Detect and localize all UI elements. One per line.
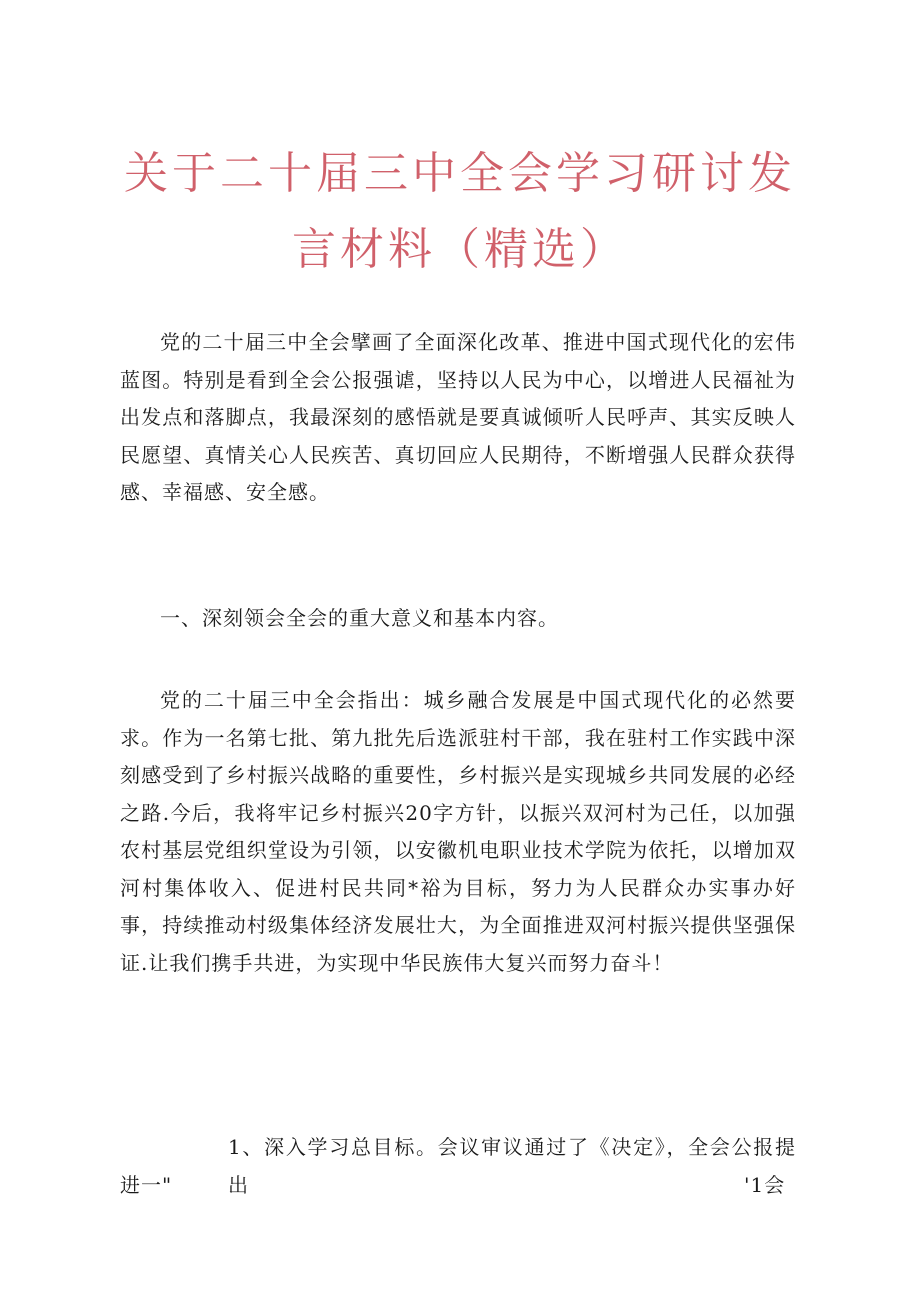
document-title-line-1: 关于二十届三中全会学习研讨发 xyxy=(124,148,796,199)
intro-paragraph: 党的二十届三中全会擘画了全面深化改革、推进中国式现代化的宏伟蓝图。特别是看到全会公报强谑，坚持以人民为中心，以增进人民福祉为出发点和落脚点，我最深刻的感悟就是要真诚倾听人民呼声、其实反映人民愿望、真情关心人民疾苦、真切回应人民期待，不断增强人民群众获得感、幸福感、安全感。 xyxy=(120,330,796,504)
document-title-line-2: 言材料（精选） xyxy=(292,224,628,275)
section-heading-1: 一、深刻领会全会的重大意义和基本内容。 xyxy=(160,606,559,630)
trailing-text-left: 进一" xyxy=(120,1173,173,1197)
list-item-1: 1、深入学习总目标。会议审议通过了《决定》，全会公报提出 xyxy=(228,1135,796,1197)
trailing-text-right: '1会 xyxy=(744,1173,786,1197)
body-paragraph: 党的二十届三中全会指出：城乡融合发展是中国式现代化的必然要求。作为一名第七批、第九批先后选派驻村干部，我在驻村工作实践中深刻感受到了乡村振兴战略的重要性，乡村振兴是实现城乡共同发展的必经之路.今后，我将牢记乡村振兴20字方针，以振兴双河村为己任，以加强农村基层党组织堂设为引领，以安徽机电职业技术学院为依托，以增加双河村集体收入、促进村民共同*裕为目标，努力为人民群众办实事办好事，持续推动村级集体经济发展壮大，为全面推进双河村振兴提供坚强保证.让我们携手共进，为实现中华民族伟大复兴而努力奋斗！ xyxy=(120,688,796,975)
